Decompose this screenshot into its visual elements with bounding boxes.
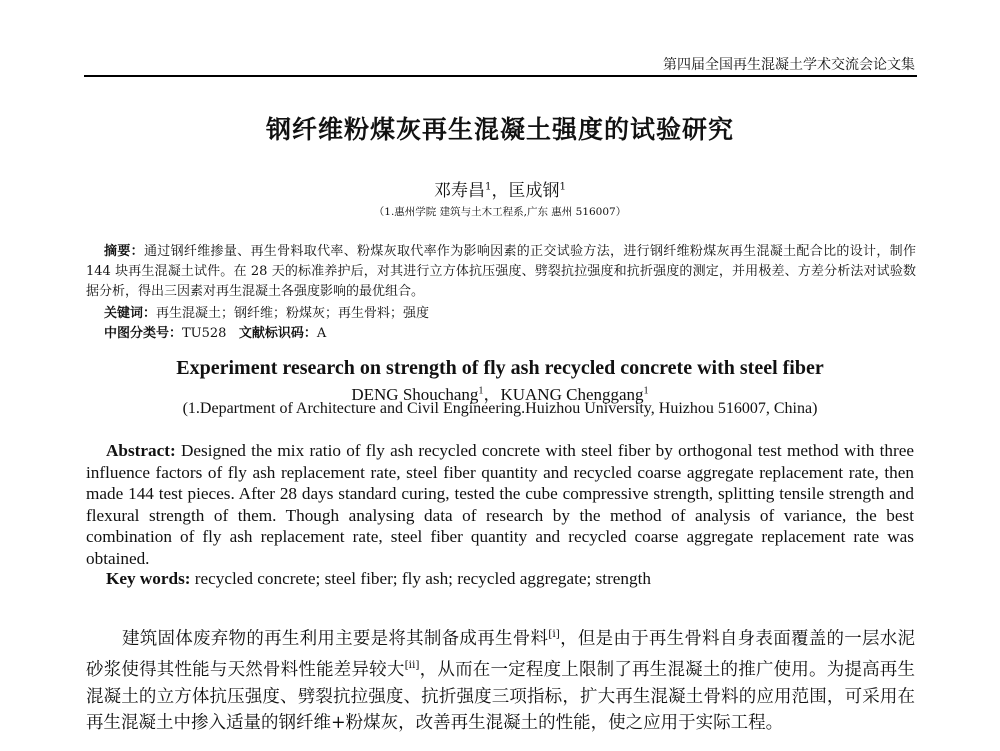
cn-author-separator: ， (491, 181, 509, 201)
cn-class-value: TU528 (182, 326, 227, 341)
body-text-part-1: 建筑固体废弃物的再生利用主要是将其制备成再生骨料 (122, 628, 549, 649)
cn-author-1: 邓寿昌 (434, 181, 486, 201)
chinese-classification (86, 324, 934, 344)
en-author-2: KUANG Chenggang (500, 385, 644, 404)
cn-doc-value: A (316, 326, 327, 341)
en-keywords-label: Key words: (106, 569, 191, 588)
cn-author-2: 匡成钢 (508, 181, 560, 201)
cn-author-1-sup: 1 (485, 181, 492, 193)
cn-keywords-text: 再生混凝土；钢纤维；粉煤灰；再生骨料；强度 (156, 306, 430, 321)
en-abstract-text: Designed the mix ratio of fly ash recycled concrete with steel fiber by orthogonal test method with three influence factors of fly ash replacement rate, steel fiber quantity and recycled coarse aggregate replacement rate, then made 144 test pieces. After 28 days standard curing, tested the cube compressive strength, splitting tensile strength and flexural strength of them. Though analysing data of research by the method of analysis of variance, the best combination of fly ash replacement rate, steel fiber quantity and recycled coarse aggregate replacement rate was obtained. (86, 441, 914, 568)
cn-abstract-text: 通过钢纤维掺量、再生骨料取代率、粉煤灰取代率作为影响因素的正交试验方法，进行钢纤维粉煤灰再生混凝土配合比的设计，制作 144 块再生混凝土试件。在 28 天的标准养护后，对其进行立方体抗压强度、劈裂抗拉强度和抗折强度的测定，并用极差、方差分析法对试验数据分析，得出三因素对再生混凝土各强度影响的最优组合。 (86, 244, 916, 299)
body-paragraph (86, 621, 915, 737)
english-affiliation: (1.Department of Architecture and Civil Engineering.Huizhou University, Huizhou 516007, China) (182, 400, 818, 417)
reference-1: [i] (548, 628, 560, 640)
english-abstract (86, 440, 914, 570)
body-text-part-2: ，但是由于再生骨料自身表面覆盖的一层水泥砂浆使得其性能与天然骨料性能差异较大 (86, 628, 916, 681)
running-header: 第四届全国再生混凝土学术交流会论文集 (663, 57, 915, 73)
reference-2: [ii] (404, 659, 420, 672)
cn-abstract-label: 摘要： (104, 244, 144, 259)
cn-class-label: 中图分类号： (104, 326, 183, 341)
chinese-affiliation: （1.惠州学院 建筑与土木工程系,广东 惠州 516007） (373, 206, 627, 218)
chinese-title: 钢纤维粉煤灰再生混凝土强度的试验研究 (265, 115, 734, 144)
english-title: Experiment research on strength of fly ash recycled concrete with steel fiber (176, 357, 824, 379)
cn-author-2-sup: 1 (559, 181, 566, 193)
en-keywords-text: recycled concrete; steel fiber; fly ash; recycled aggregate; strength (194, 569, 651, 588)
en-abstract-label: Abstract: (106, 441, 176, 460)
en-author-1-sup: 1 (478, 385, 484, 397)
cn-doc-label: 文献标识码： (238, 326, 317, 341)
body-text-part-3: ，从而在一定程度上限制了再生混凝土的推广使用。为提高再生混凝土的立方体抗压强度、劈裂抗拉强度、抗折强度三项指标，扩大再生混凝土骨料的应用范围，可采用在再生混凝土中掺入适量的钢纤维+粉煤灰，改善再生混凝土的性能，使之应用于实际工程。 (86, 660, 916, 734)
english-keywords (106, 569, 906, 589)
en-author-separator: ， (483, 385, 501, 404)
header-rule (84, 75, 917, 77)
chinese-authors (0, 176, 1000, 201)
cn-keywords-label: 关键词： (104, 306, 157, 321)
chinese-abstract (86, 242, 916, 302)
en-author-1: DENG Shouchang (351, 385, 479, 404)
chinese-keywords (86, 304, 934, 324)
en-author-2-sup: 1 (643, 385, 649, 397)
